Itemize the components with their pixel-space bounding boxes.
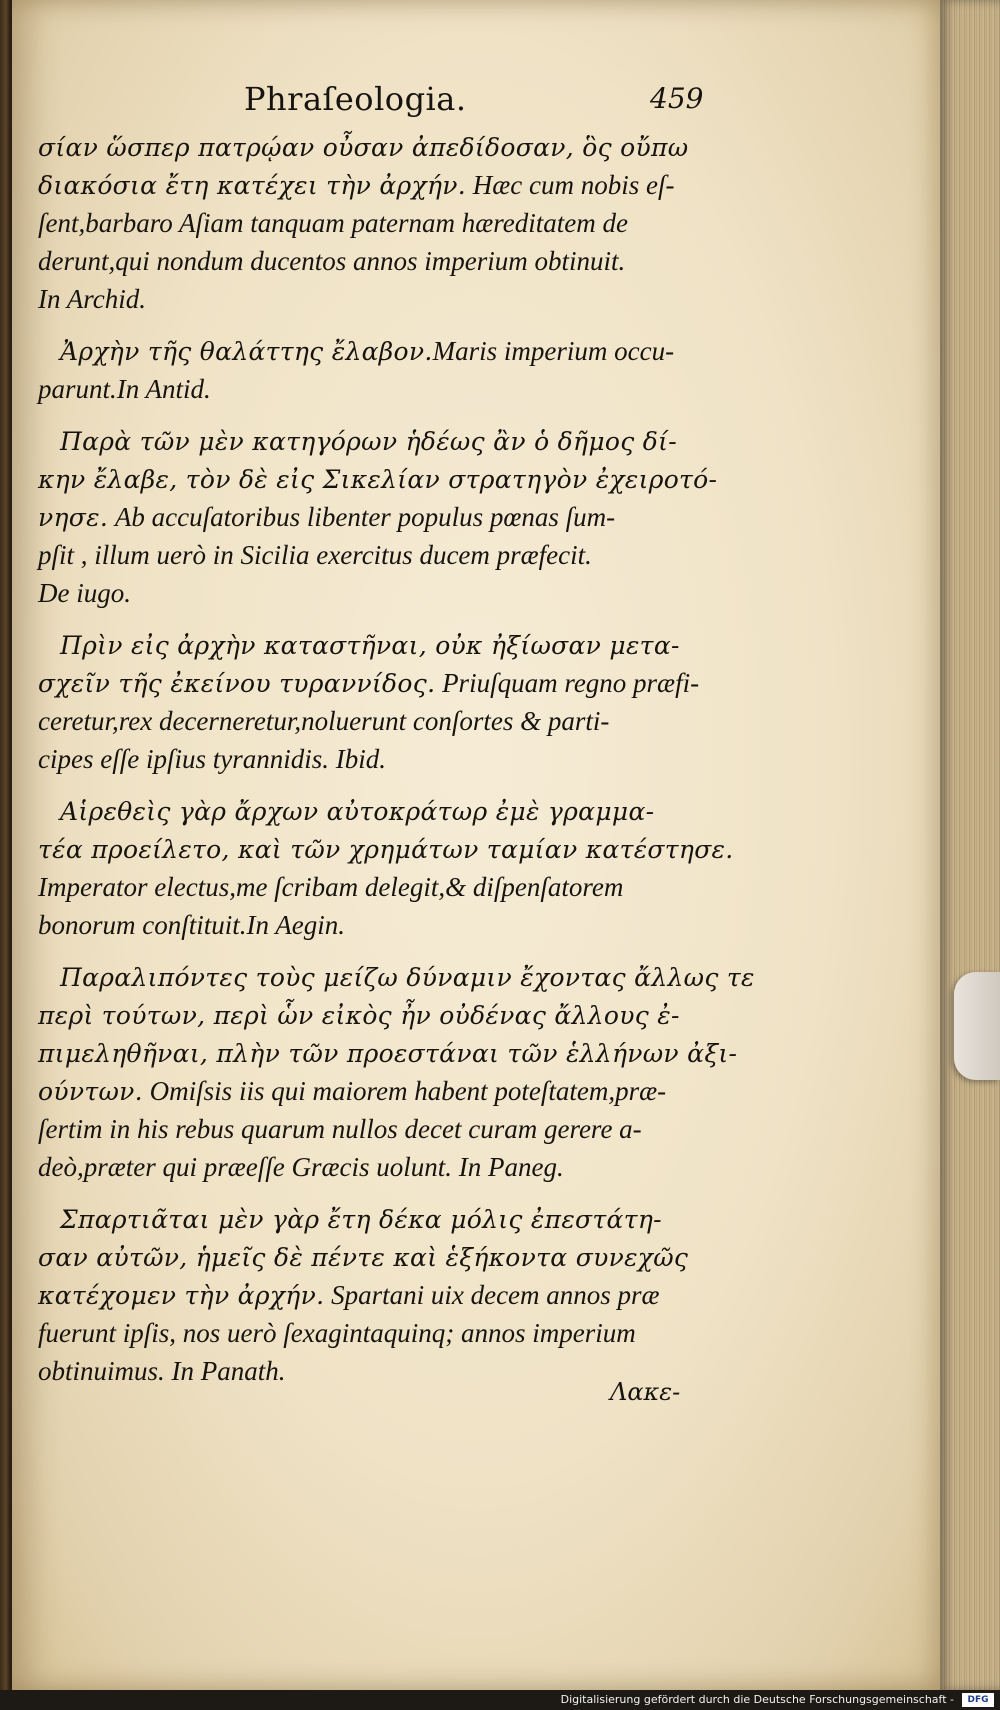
latin-text: Omiſsis iis qui maiorem habent poteſtatem,præ- [142,1076,667,1106]
text-line [38,332,698,370]
greek-text: πιμεληθῆναι, πλὴν τῶν προεστάναι τῶν ἑλλήνων ἀξι- [38,1039,738,1068]
text-line [38,574,698,612]
greek-text: Πρὶν εἰς ἀρχὴν καταστῆναι, οὐκ ἠξίωσαν μετα- [60,631,680,660]
greek-text: κατέχομεν τὴν ἀρχήν. [38,1281,325,1310]
latin-text: Maris imperium occu- [432,336,675,366]
paragraph-gap [38,778,698,792]
text-line [38,498,698,536]
latin-text: Spartani uix decem annos præ [324,1280,660,1310]
latin-text: obtinuimus. In Panath. [38,1356,286,1386]
text-line [38,906,698,944]
text-line [38,996,698,1034]
greek-text: κην ἔλαβε, τὸν δὲ εἰς Σικελίαν στρατηγὸν ἐχειροτό- [38,465,718,494]
latin-text: ceretur,rex decerneretur,noluerunt conſortes & parti- [38,706,610,736]
latin-text: fuerunt ipſis, nos uerò ſexagintaquinq; annos imperium [38,1318,636,1348]
text-block [38,128,755,1390]
greek-text: διακόσια ἔτη κατέχει τὴν ἀρχήν. [38,171,466,200]
text-line [38,280,698,318]
text-line [38,1072,698,1110]
text-line [38,1238,698,1276]
paragraph-gap [38,1186,698,1200]
latin-text: Ab accuſatoribus libenter populus pœnas ſum- [108,502,616,532]
greek-text: σαν αὐτῶν, ἡμεῖς δὲ πέντε καὶ ἑξήκοντα συνεχῶς [38,1243,689,1272]
greek-text: Παραλιπόντες τοὺς μείζω δύναμιν ἔχοντας ἄλλως τε [60,963,755,992]
text-line [38,1276,698,1314]
text-line [38,536,698,574]
text-line [38,242,698,280]
greek-text: ούντων. [38,1077,143,1106]
greek-text: σχεῖν τῆς ἐκείνου τυραννίδος. [38,669,436,698]
latin-text: In Archid. [38,284,146,314]
latin-text: pſit , illum uerò in Sicilia exercitus ducem præfecit. [38,540,592,570]
latin-text: cipes eſſe ipſius tyrannidis. Ibid. [38,744,386,774]
text-line [38,1148,698,1186]
latin-text: parunt.In Antid. [38,374,211,404]
greek-text: περὶ τούτων, περὶ ὧν εἰκὸς ἦν οὐδένας ἄλλους ἐ- [38,1001,680,1030]
latin-text: deò,præter qui præeſſe Græcis uolunt. In Paneg. [38,1152,564,1182]
text-line [38,422,698,460]
paragraph-gap [38,318,698,332]
text-line [38,740,698,778]
text-line [38,1352,698,1390]
scan-tab [954,972,1000,1080]
greek-text: Ἀρχὴν τῆς θαλάττης ἔλαβον. [60,337,433,366]
catchword: Λακε- [610,1378,681,1406]
text-line [38,702,698,740]
page-number: 459 [650,82,704,115]
text-line [38,958,755,996]
latin-text: De iugo. [38,578,131,608]
paragraph-gap [38,408,698,422]
dfg-logo: DFG [962,1693,994,1707]
text-line [38,1200,698,1238]
text-line [38,460,718,498]
paragraph-gap [38,612,698,626]
latin-text: derunt,qui nondum ducentos annos imperium obtinuit. [38,246,626,276]
greek-text: Σπαρτιᾶται μὲν γὰρ ἔτη δέκα μόλις ἐπεστάτη- [60,1205,662,1234]
page-leaf [12,0,940,1690]
text-line [38,868,698,906]
text-line [38,830,734,868]
running-head: Phraſeologia. [244,80,467,118]
latin-text: Priuſquam regno præfi- [435,668,700,698]
text-line [38,792,698,830]
latin-text: ſent,barbaro Aſiam tanquam paternam hæreditatem de [38,208,628,238]
page-fore-edge [940,0,1000,1690]
paragraph-gap [38,944,698,958]
text-line [38,664,698,702]
greek-text: τέα προείλετο, καὶ τῶν χρημάτων ταμίαν κατέστησε. [38,835,734,864]
latin-text: Hæc cum nobis eſ- [466,170,675,200]
greek-text: σίαν ὥσπερ πατρῴαν οὖσαν ἀπεδίδοσαν, ὃς οὔπω [38,133,689,162]
text-line [38,166,698,204]
latin-text: Imperator electus,me ſcribam delegit,& diſpenſatorem [38,872,624,902]
latin-text: bonorum conſtituit.In Aegin. [38,910,345,940]
text-line [38,1034,738,1072]
latin-text: ſertim in his rebus quarum nullos decet curam gerere a- [38,1114,642,1144]
greek-text: νησε. [38,503,109,532]
text-line [38,1314,698,1352]
greek-text: Παρὰ τῶν μὲν κατηγόρων ἡδέως ἂν ὁ δῆμος δί- [60,427,677,456]
text-line [38,370,698,408]
text-line [38,626,698,664]
text-line [38,1110,698,1148]
text-line [38,204,698,242]
text-line [38,128,698,166]
footer-credit: Digitalisierung gefördert durch die Deutsche Forschungsgemeinschaft - [560,1693,954,1706]
digitization-footer [0,1690,1000,1710]
greek-text: Αἱρεθεὶς γὰρ ἄρχων αὐτοκράτωρ ἐμὲ γραμμα- [60,797,655,826]
